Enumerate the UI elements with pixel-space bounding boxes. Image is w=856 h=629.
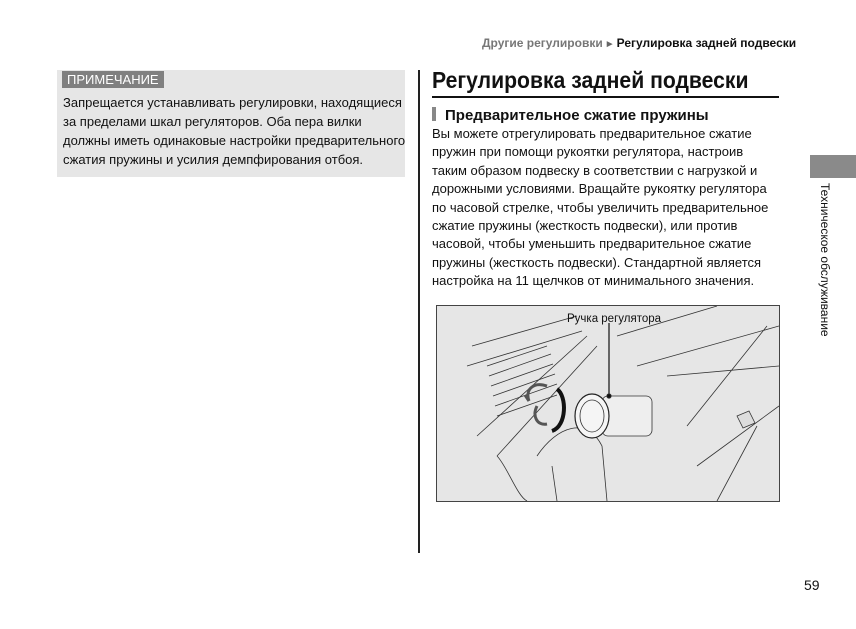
callout-label: Ручка регулятора xyxy=(567,313,662,325)
adjuster-illustration xyxy=(436,305,780,502)
breadcrumb-previous[interactable]: Другие регулировки xyxy=(482,36,603,50)
note-line: Запрещается устанавливать регулировки, находящиеся xyxy=(63,95,402,110)
breadcrumb-current: Регулировка задней подвески xyxy=(616,36,797,50)
page-number: 59 xyxy=(804,577,820,593)
body-line: по часовой стрелке, чтобы увеличить предварительное xyxy=(432,199,769,215)
note-line: за пределами шкал регуляторов. Оба пера вилки xyxy=(63,114,362,129)
note-line: сжатия пружины и усилия демпфирования отбоя. xyxy=(63,152,364,167)
column-divider xyxy=(418,70,420,553)
heading-bar-icon xyxy=(432,107,436,121)
page-title: Регулировка задней подвески xyxy=(432,67,749,93)
section-body xyxy=(432,125,768,291)
body-line: сжатие пружины (жесткость подвески), или против xyxy=(432,218,738,234)
body-line: настройка на 11 щелчков от минимального значения. xyxy=(432,273,755,289)
body-line: пружин при помощи рукоятки регулятора, настроив xyxy=(432,144,744,160)
suspension-drawing xyxy=(437,306,779,501)
breadcrumb-arrow-icon: ► xyxy=(604,39,615,50)
body-line: Вы можете отрегулировать предварительное сжатие xyxy=(432,126,752,141)
note-label: ПРИМЕЧАНИЕ xyxy=(62,71,164,88)
note-line: должны иметь одинаковые настройки предварительного xyxy=(63,133,406,148)
breadcrumb xyxy=(482,36,796,50)
section-tab-marker xyxy=(810,155,856,178)
body-line: пружины (жесткость подвески). Стандартной является xyxy=(432,254,762,270)
title-rule xyxy=(432,96,779,98)
body-line: часовой, чтобы уменьшить предварительное сжатие xyxy=(432,236,752,252)
body-line: дорожными условиями. Вращайте рукоятку регулятора xyxy=(432,181,767,197)
section-heading xyxy=(432,107,709,124)
section-heading-text: Предварительное сжатие пружины xyxy=(445,107,709,124)
side-tab-label: Техническое обслуживание xyxy=(818,183,832,337)
body-line: таким образом подвеску в соответствии с нагрузкой и xyxy=(432,162,758,178)
note-text xyxy=(63,93,405,169)
